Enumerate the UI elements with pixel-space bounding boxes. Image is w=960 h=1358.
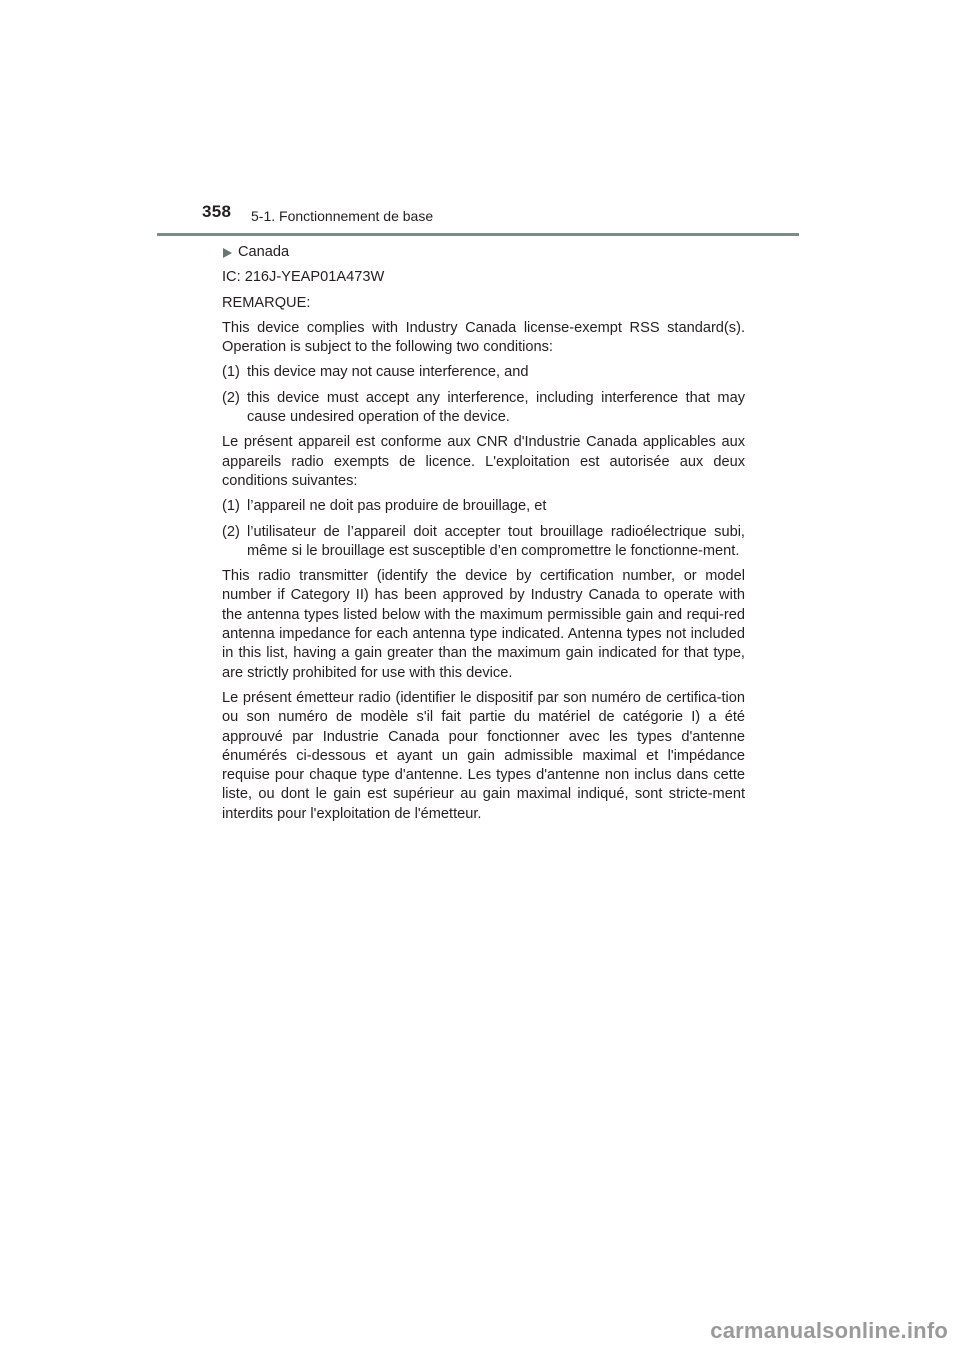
list-item bbox=[222, 523, 745, 562]
english-intro: This device complies with Industry Canada license-exempt RSS standard(s). Operation is subject to the following two conditions: bbox=[222, 319, 745, 356]
watermark-logo: carmanualsonline.info bbox=[710, 1318, 948, 1343]
ic-number: IC: 216J-YEAP01A473W bbox=[222, 269, 385, 286]
english-paragraph: This radio transmitter (identify the device by certification number, or model number if Category II) has been approved by Industry Canada to operate with the antenna types listed below with the maximum permissible gain and requi-red antenna impedance for each antenna type indicated. Antenna types not included in this list, having a gain greater than the maximum gain indicated for that type, are strictly prohibited for use with this device. bbox=[222, 568, 745, 681]
french-intro: Le présent appareil est conforme aux CNR d'Industrie Canada applicables aux appareils radio exempts de licence. L'exploitation est autorisée aux deux conditions suivantes: bbox=[222, 434, 745, 489]
list-text: l’appareil ne doit pas produire de brouillage, et bbox=[247, 498, 547, 515]
list-text: this device must accept any interference, including interference that may cause undesired operation of the device. bbox=[247, 389, 745, 426]
section-title: 5-1. Fonctionnement de base bbox=[251, 208, 434, 224]
heading-text: Canada bbox=[238, 244, 290, 260]
french-paragraph: Le présent émetteur radio (identifier le dispositif par son numéro de certifica-tion ou son numéro de modèle s'il fait partie du matériel de catégorie I) a été approuvé par Industrie Canada pour fonctionner avec les types d'antenne énumérés ci-dessous et ayant un gain admissible maximal et l'impédance requise pour chaque type d'antenne. Les types d'antenne non inclus dans cette liste, ou dont le gain est supérieur au gain maximal indiqué, sont stricte-ment interdits pour l'exploitation de l'émetteur. bbox=[222, 689, 745, 822]
triangle-bullet-icon bbox=[223, 248, 232, 258]
section-heading bbox=[222, 243, 745, 262]
header-divider bbox=[157, 233, 799, 236]
list-text: l’utilisateur de l’appareil doit accepter tout brouillage radioélectrique subi, même si le brouillage est susceptible d’en compromettre le fonctionne-ment. bbox=[247, 523, 745, 559]
list-item bbox=[222, 389, 745, 428]
list-item bbox=[222, 497, 745, 516]
list-number: (2) bbox=[222, 389, 240, 406]
page-content bbox=[222, 243, 745, 830]
list-item bbox=[222, 363, 745, 382]
list-number: (2) bbox=[222, 523, 240, 540]
note-label: REMARQUE: bbox=[222, 294, 311, 311]
page-number: 358 bbox=[202, 202, 232, 221]
list-text: this device may not cause interference, and bbox=[247, 364, 529, 381]
list-number: (1) bbox=[222, 498, 240, 515]
list-number: (1) bbox=[222, 364, 240, 381]
